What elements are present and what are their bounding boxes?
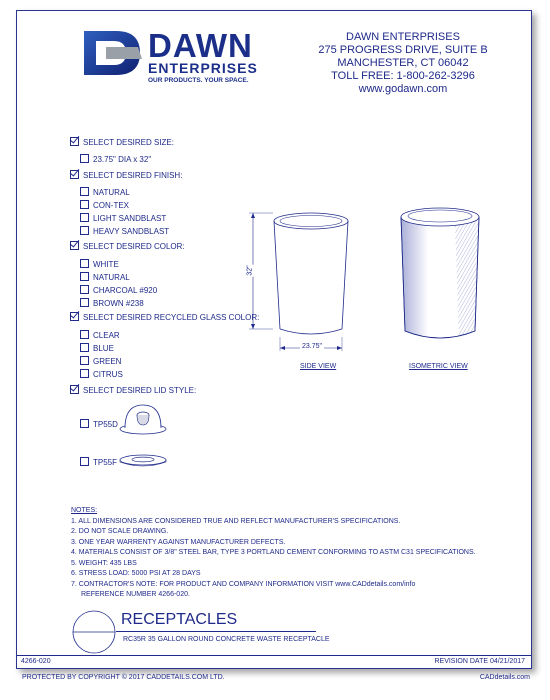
- flat-lid-icon: [117, 451, 169, 469]
- dome-lid-icon: [117, 401, 169, 437]
- company-name: DAWN ENTERPRISES: [346, 31, 460, 43]
- checkbox-icon[interactable]: [80, 187, 89, 196]
- finish-option[interactable]: CON-TEX: [80, 200, 129, 210]
- checkbox-icon[interactable]: [80, 343, 89, 352]
- notes-title: NOTES:: [71, 507, 98, 514]
- checkbox-icon[interactable]: [80, 457, 89, 466]
- company-address1: 275 PROGRESS DRIVE, SUITE B: [318, 44, 488, 56]
- size-option[interactable]: 23.75" DIA x 32": [80, 154, 151, 164]
- checkbox-icon[interactable]: [80, 154, 89, 163]
- finish-section-title: SELECT DESIRED FINISH:: [70, 170, 182, 180]
- company-address2: MANCHESTER, CT 06042: [337, 57, 469, 69]
- height-dimension: 32": [246, 265, 254, 276]
- isometric-view-drawing: [395, 199, 485, 349]
- checkbox-icon[interactable]: [80, 226, 89, 235]
- glass-option[interactable]: CLEAR: [80, 330, 120, 340]
- note-item: 6. STRESS LOAD: 5000 PSI AT 28 DAYS: [71, 570, 201, 577]
- lid-option-dome[interactable]: TP55D: [80, 419, 118, 429]
- lid-section-title: SELECT DESIRED LID STYLE:: [70, 385, 196, 395]
- size-section-title: SELECT DESIRED SIZE:: [70, 137, 174, 147]
- color-option[interactable]: NATURAL: [80, 272, 130, 282]
- color-option[interactable]: WHITE: [80, 259, 119, 269]
- checkbox-icon[interactable]: [80, 369, 89, 378]
- company-phone: TOLL FREE: 1-800-262-3296: [331, 70, 475, 82]
- side-view-drawing: [243, 201, 363, 351]
- glass-option[interactable]: BLUE: [80, 343, 114, 353]
- dawn-logo: [82, 29, 282, 89]
- check-icon[interactable]: [70, 312, 79, 321]
- revision-date: REVISION DATE 04/21/2017: [434, 658, 525, 665]
- check-icon[interactable]: [70, 241, 79, 250]
- note-item: 2. DO NOT SCALE DRAWING.: [71, 528, 169, 535]
- finish-option[interactable]: LIGHT SANDBLAST: [80, 213, 166, 223]
- copyright-text: PROTECTED BY COPYRIGHT © 2017 CADDETAILS.COM LTD.: [22, 674, 225, 681]
- checkbox-icon[interactable]: [80, 298, 89, 307]
- note-item: 7. CONTRACTOR'S NOTE: FOR PRODUCT AND COMPANY INFORMATION VISIT www.CADdetails.com/info: [71, 580, 416, 588]
- drawing-subtitle: RC35R 35 GALLON ROUND CONCRETE WASTE RECEPTACLE: [123, 636, 330, 643]
- checkbox-icon[interactable]: [80, 200, 89, 209]
- logo-name: DAWN: [148, 27, 253, 64]
- note-item: 4. MATERIALS CONSIST OF 3/8" STEEL BAR, TYPE 3 PORTLAND CEMENT CONFORMING TO ASTM C31 SPECIFICATIONS.: [71, 549, 476, 556]
- drawing-title: RECEPTACLES: [121, 611, 238, 628]
- checkbox-icon[interactable]: [80, 259, 89, 268]
- check-icon[interactable]: [70, 385, 79, 394]
- drawing-sheet: [16, 10, 532, 669]
- logo-mark-icon: [82, 29, 144, 77]
- note-item: 5. WEIGHT: 435 LBS: [71, 559, 137, 567]
- checkbox-icon[interactable]: [80, 419, 89, 428]
- finish-option[interactable]: HEAVY SANDBLAST: [80, 226, 169, 236]
- color-option[interactable]: CHARCOAL #920: [80, 285, 157, 295]
- side-view-label: SIDE VIEW: [300, 363, 337, 370]
- isometric-view-label: ISOMETRIC VIEW: [409, 363, 468, 370]
- width-dimension: 23.75": [302, 343, 323, 350]
- checkbox-icon[interactable]: [80, 356, 89, 365]
- title-rule: [116, 631, 316, 632]
- glass-option[interactable]: CITRUS: [80, 369, 123, 379]
- site-link[interactable]: CADdetails.com: [479, 674, 530, 681]
- finish-option[interactable]: NATURAL: [80, 187, 130, 197]
- color-section-title: SELECT DESIRED COLOR:: [70, 241, 185, 251]
- note-item: 3. ONE YEAR WARRENTY AGAINST MANUFACTURER DEFECTS.: [71, 538, 286, 546]
- checkbox-icon[interactable]: [80, 272, 89, 281]
- note-item: 1. ALL DIMENSIONS ARE CONSIDERED TRUE AND REFLECT MANUFACTURER'S SPECIFICATIONS.: [71, 517, 401, 525]
- notes-block: [71, 506, 476, 601]
- drawing-number: 4266-020: [21, 658, 51, 665]
- sheet-bottom-rule: [17, 655, 531, 656]
- company-web[interactable]: www.godawn.com: [358, 83, 448, 95]
- glass-option[interactable]: GREEN: [80, 356, 121, 366]
- glass-section-title: SELECT DESIRED RECYCLED GLASS COLOR:: [70, 312, 259, 322]
- logo-sub: ENTERPRISES: [148, 60, 258, 76]
- title-circle-icon: [71, 609, 117, 655]
- check-icon[interactable]: [70, 137, 79, 146]
- checkbox-icon[interactable]: [80, 213, 89, 222]
- check-icon[interactable]: [70, 170, 79, 179]
- logo-tagline: OUR PRODUCTS. YOUR SPACE.: [148, 77, 249, 84]
- color-option[interactable]: BROWN #238: [80, 298, 144, 308]
- lid-option-flat[interactable]: TP55F: [80, 457, 117, 467]
- checkbox-icon[interactable]: [80, 330, 89, 339]
- note-reference: REFERENCE NUMBER 4266-020.: [81, 591, 190, 598]
- checkbox-icon[interactable]: [80, 285, 89, 294]
- company-info: [313, 31, 493, 101]
